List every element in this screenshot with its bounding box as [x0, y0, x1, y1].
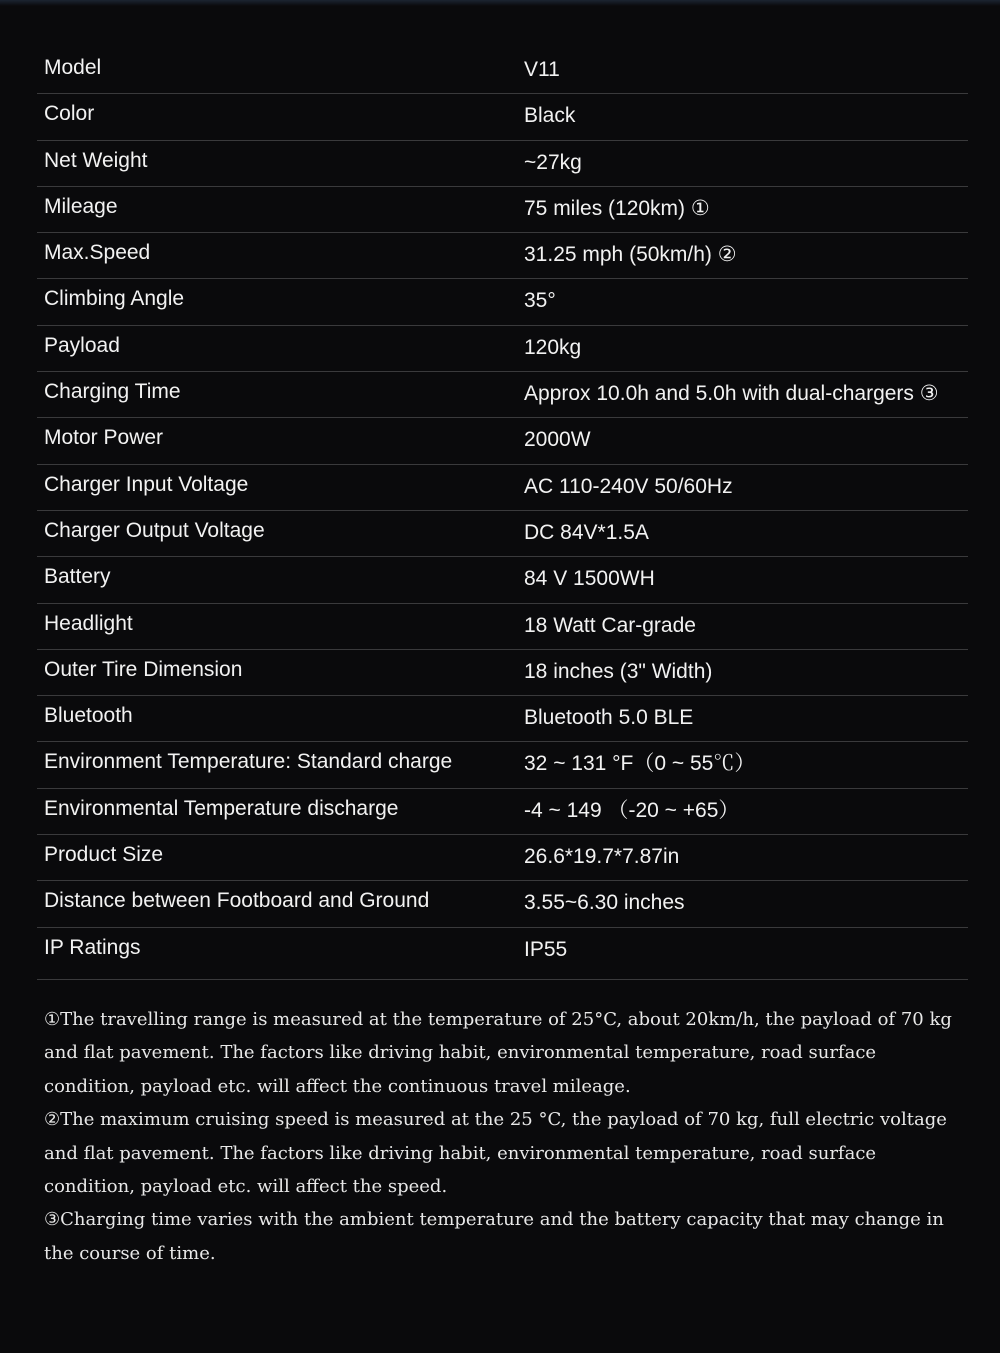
spec-label: Environmental Temperature discharge — [44, 796, 399, 820]
spec-label: Climbing Angle — [44, 287, 185, 311]
spec-row-color — [37, 94, 968, 140]
spec-label: Charging Time — [44, 380, 181, 404]
spec-row-battery — [37, 557, 968, 603]
spec-row-footboard-distance — [37, 881, 968, 927]
spec-value: V11 — [524, 58, 560, 81]
spec-label: Headlight — [44, 611, 133, 635]
footnote-max-speed: ②The maximum cruising speed is measured at the 25 °C, the payload of 70 kg, full electric voltage and flat pavement. The factors like driving habit, environmental temperature, road surface condition, payload etc. will affect the speed. — [44, 1109, 947, 1198]
spec-value: 18 Watt Car-grade — [524, 613, 696, 637]
spec-label: Payload — [44, 333, 120, 357]
spec-value: 120kg — [524, 335, 582, 359]
spec-label: Charger Input Voltage — [44, 472, 249, 496]
spec-row-discharge-temperature — [37, 789, 968, 835]
footnotes — [44, 1003, 969, 1270]
spec-row-max-speed — [37, 233, 968, 279]
spec-label: Battery — [44, 565, 111, 589]
spec-row-motor-power — [37, 418, 968, 464]
spec-value: 3.55~6.30 inches — [524, 891, 685, 915]
spec-row-standard-charge-temperature — [37, 742, 968, 788]
spec-label: Charger Output Voltage — [44, 518, 265, 542]
spec-value: AC 110-240V 50/60Hz — [524, 474, 733, 498]
spec-row-model — [37, 48, 968, 94]
spec-value: 84 V 1500WH — [524, 567, 655, 591]
spec-row-outer-tire-dimension — [37, 650, 968, 696]
spec-row-headlight — [37, 604, 968, 650]
spec-label: Model — [44, 56, 102, 79]
spec-row-ip-ratings — [37, 928, 968, 980]
spec-value: 35° — [524, 289, 556, 313]
spec-value: 31.25 mph (50km/h) ② — [524, 243, 737, 267]
spec-value: 18 inches (3" Width) — [524, 659, 713, 683]
spec-value: DC 84V*1.5A — [524, 520, 649, 544]
spec-table — [37, 48, 968, 980]
spec-value: Approx 10.0h and 5.0h with dual-chargers ③ — [524, 382, 939, 406]
spec-row-charger-output-voltage — [37, 511, 968, 557]
spec-label: Mileage — [44, 194, 118, 218]
spec-label: Product Size — [44, 843, 164, 867]
spec-label: Motor Power — [44, 426, 164, 450]
spec-value: Black — [524, 104, 576, 128]
spec-row-mileage — [37, 187, 968, 233]
spec-row-climbing-angle — [37, 279, 968, 325]
spec-label: Max.Speed — [44, 241, 151, 265]
spec-value: ~27kg — [524, 150, 582, 174]
spec-label: Bluetooth — [44, 704, 133, 728]
spec-label: Color — [44, 102, 95, 126]
spec-row-product-size — [37, 835, 968, 881]
spec-value: -4 ~ 149 （-20 ~ +65） — [524, 798, 740, 822]
footnote-charging-time: ③Charging time varies with the ambient temperature and the battery capacity that may change in the course of time. — [44, 1209, 944, 1264]
spec-label: IP Ratings — [44, 935, 141, 959]
spec-value: 2000W — [524, 428, 591, 452]
spec-row-net-weight — [37, 141, 968, 187]
spec-value: IP55 — [524, 937, 568, 961]
spec-row-charging-time — [37, 372, 968, 418]
spec-value: Bluetooth 5.0 BLE — [524, 706, 694, 730]
footnote-mileage: ①The travelling range is measured at the temperature of 25°C, about 20km/h, the payload of 70 kg and flat pavement. The factors like driving habit, environmental temperature, road surface condition, payload etc. will affect the continuous travel mileage. — [44, 1009, 952, 1097]
spec-label: Outer Tire Dimension — [44, 657, 243, 681]
spec-label: Distance between Footboard and Ground — [44, 889, 430, 913]
spec-value: 75 miles (120km) ① — [524, 196, 710, 220]
spec-row-bluetooth — [37, 696, 968, 742]
spec-value: 26.6*19.7*7.87in — [524, 845, 680, 869]
spec-row-payload — [37, 326, 968, 372]
spec-label: Environment Temperature: Standard charge — [44, 750, 453, 774]
spec-value: 32 ~ 131 °F（0 ~ 55℃） — [524, 752, 756, 776]
top-edge-gradient — [0, 0, 1000, 6]
spec-label: Net Weight — [44, 148, 148, 172]
spec-row-charger-input-voltage — [37, 465, 968, 511]
